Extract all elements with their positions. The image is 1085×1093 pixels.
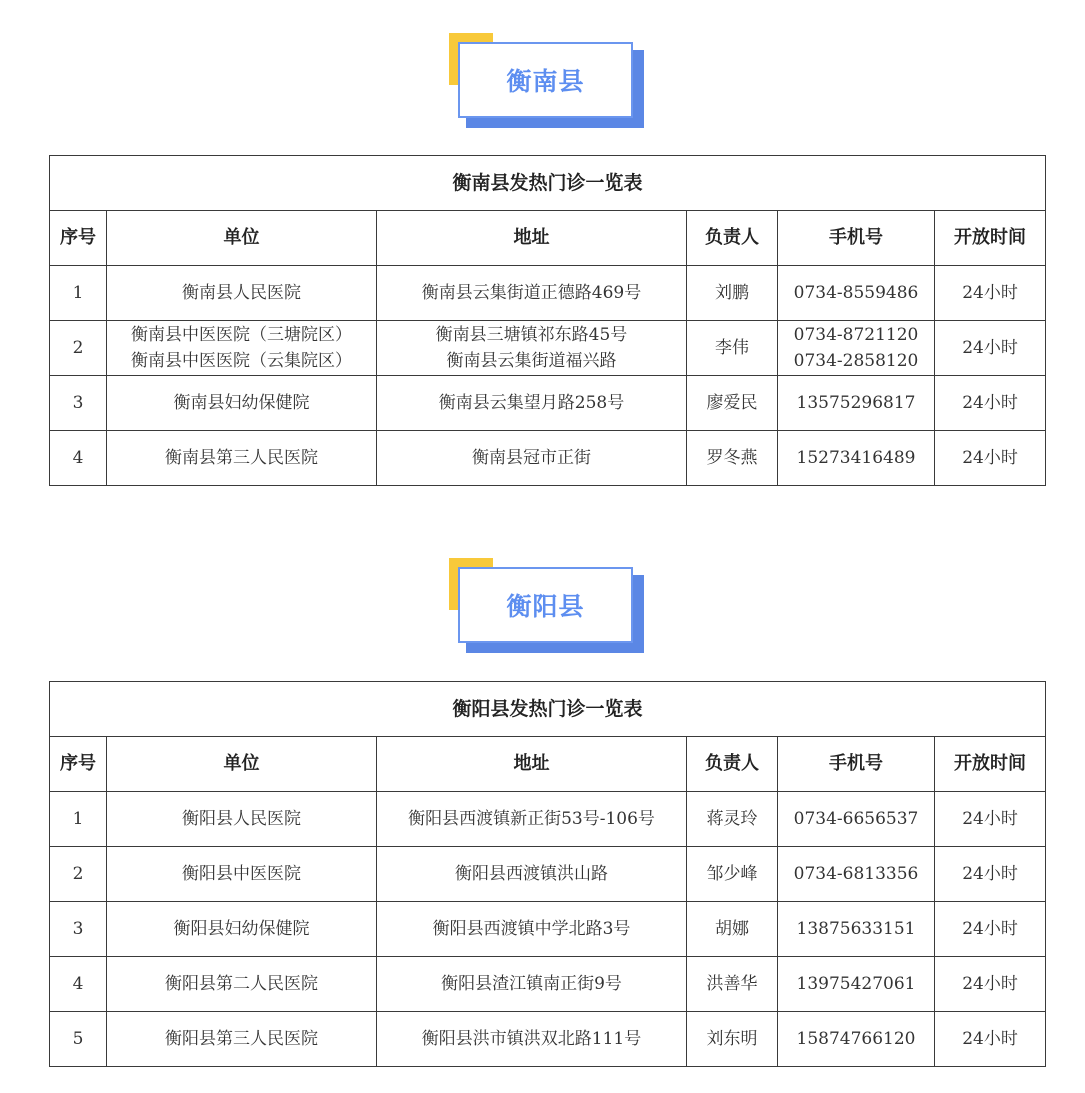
cell-hours: 24小时 xyxy=(935,266,1046,321)
header-person: 负责人 xyxy=(687,211,778,266)
cell-address: 衡阳县洪市镇洪双北路111号 xyxy=(377,1012,687,1067)
cell-address: 衡阳县渣江镇南正街9号 xyxy=(377,957,687,1012)
county-badge xyxy=(449,33,649,133)
cell-unit: 衡阳县人民医院 xyxy=(107,792,377,847)
county-badge-label: 衡南县 xyxy=(458,42,633,118)
header-no: 序号 xyxy=(50,737,107,792)
cell-no: 1 xyxy=(50,792,107,847)
cell-unit: 衡阳县第二人民医院 xyxy=(107,957,377,1012)
header-no: 序号 xyxy=(50,211,107,266)
cell-address: 衡南县云集街道正德路469号 xyxy=(377,266,687,321)
cell-hours: 24小时 xyxy=(935,376,1046,431)
header-phone: 手机号 xyxy=(778,211,935,266)
cell-unit xyxy=(107,321,377,376)
cell-person: 蒋灵玲 xyxy=(687,792,778,847)
cell-address: 衡南县云集望月路258号 xyxy=(377,376,687,431)
table-header-row xyxy=(50,737,1046,792)
header-hours: 开放时间 xyxy=(935,737,1046,792)
table-row xyxy=(50,321,1046,376)
cell-person: 刘鹏 xyxy=(687,266,778,321)
cell-address-line: 衡南县云集街道福兴路 xyxy=(446,351,617,371)
cell-phone: 15874766120 xyxy=(778,1012,935,1067)
table-title: 衡南县发热门诊一览表 xyxy=(50,156,1046,211)
table-row xyxy=(50,957,1046,1012)
cell-unit: 衡南县第三人民医院 xyxy=(107,431,377,486)
header-phone: 手机号 xyxy=(778,737,935,792)
cell-unit-line: 衡南县中医医院（云集院区） xyxy=(131,351,352,371)
cell-unit: 衡阳县妇幼保健院 xyxy=(107,902,377,957)
table-row xyxy=(50,266,1046,321)
cell-no: 3 xyxy=(50,902,107,957)
table-row xyxy=(50,792,1046,847)
cell-address: 衡阳县西渡镇新正街53号-106号 xyxy=(377,792,687,847)
header-person: 负责人 xyxy=(687,737,778,792)
header-unit: 单位 xyxy=(107,737,377,792)
table-row xyxy=(50,902,1046,957)
cell-hours: 24小时 xyxy=(935,1012,1046,1067)
cell-hours: 24小时 xyxy=(935,847,1046,902)
cell-hours: 24小时 xyxy=(935,957,1046,1012)
table-row xyxy=(50,431,1046,486)
table-title: 衡阳县发热门诊一览表 xyxy=(50,682,1046,737)
cell-unit: 衡南县人民医院 xyxy=(107,266,377,321)
cell-unit-line: 衡南县中医医院（三塘院区） xyxy=(131,325,352,345)
table-row xyxy=(50,1012,1046,1067)
cell-unit: 衡南县妇幼保健院 xyxy=(107,376,377,431)
cell-phone: 13575296817 xyxy=(778,376,935,431)
cell-person: 刘东明 xyxy=(687,1012,778,1067)
cell-person: 罗冬燕 xyxy=(687,431,778,486)
cell-phone-line: 0734-8721120 xyxy=(793,325,919,345)
cell-no: 4 xyxy=(50,957,107,1012)
header-unit: 单位 xyxy=(107,211,377,266)
cell-no: 1 xyxy=(50,266,107,321)
cell-person: 胡娜 xyxy=(687,902,778,957)
table-row xyxy=(50,376,1046,431)
cell-unit: 衡阳县中医医院 xyxy=(107,847,377,902)
cell-person: 邹少峰 xyxy=(687,847,778,902)
cell-phone: 13975427061 xyxy=(778,957,935,1012)
cell-address: 衡阳县西渡镇洪山路 xyxy=(377,847,687,902)
header-hours: 开放时间 xyxy=(935,211,1046,266)
cell-person: 洪善华 xyxy=(687,957,778,1012)
cell-no: 4 xyxy=(50,431,107,486)
county-badge-label: 衡阳县 xyxy=(458,567,633,643)
table-row xyxy=(50,847,1046,902)
cell-phone-line: 0734-2858120 xyxy=(793,351,919,371)
table-header-row xyxy=(50,211,1046,266)
cell-phone xyxy=(778,321,935,376)
cell-address xyxy=(377,321,687,376)
cell-unit: 衡阳县第三人民医院 xyxy=(107,1012,377,1067)
header-address: 地址 xyxy=(377,737,687,792)
cell-address: 衡阳县西渡镇中学北路3号 xyxy=(377,902,687,957)
cell-phone: 15273416489 xyxy=(778,431,935,486)
county-badge xyxy=(449,558,649,658)
cell-hours: 24小时 xyxy=(935,321,1046,376)
cell-person: 李伟 xyxy=(687,321,778,376)
header-address: 地址 xyxy=(377,211,687,266)
cell-hours: 24小时 xyxy=(935,792,1046,847)
cell-phone: 0734-8559486 xyxy=(778,266,935,321)
cell-no: 2 xyxy=(50,847,107,902)
cell-address: 衡南县冠市正街 xyxy=(377,431,687,486)
cell-hours: 24小时 xyxy=(935,902,1046,957)
cell-person: 廖爱民 xyxy=(687,376,778,431)
clinic-table xyxy=(49,155,1046,486)
cell-hours: 24小时 xyxy=(935,431,1046,486)
clinic-table xyxy=(49,681,1046,1067)
cell-no: 3 xyxy=(50,376,107,431)
cell-no: 2 xyxy=(50,321,107,376)
cell-phone: 0734-6656537 xyxy=(778,792,935,847)
cell-phone: 0734-6813356 xyxy=(778,847,935,902)
cell-no: 5 xyxy=(50,1012,107,1067)
cell-address-line: 衡南县三塘镇祁东路45号 xyxy=(435,325,628,345)
cell-phone: 13875633151 xyxy=(778,902,935,957)
